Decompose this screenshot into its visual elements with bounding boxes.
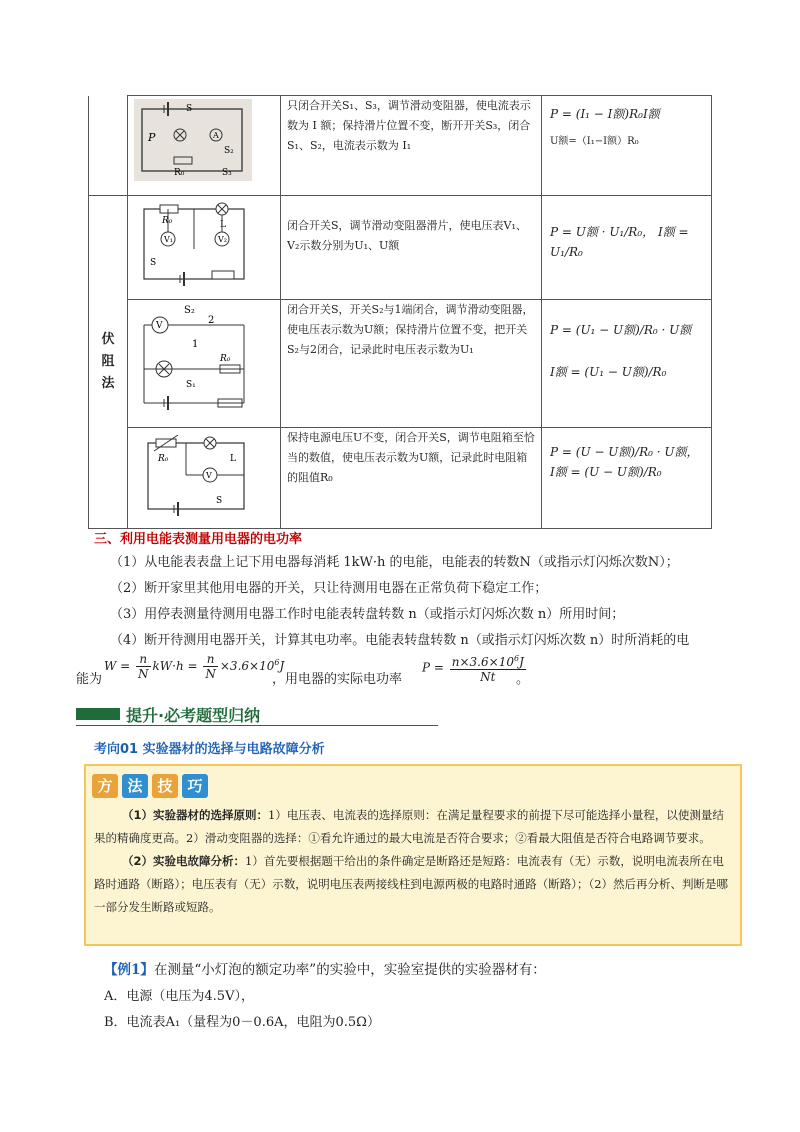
tips-p1-text: 1）电压表、电流表的选择原则：在满足量程要求的前提下尽可能选择小量程，以使测量结果的精确度更高。2）滑动变阻器的选择：①看允许通过的最大电流是否符合要求；②看最大阻值是否符合电路调节要求。 bbox=[94, 808, 724, 845]
svg-text:R₀: R₀ bbox=[158, 454, 169, 464]
tips-p1-heading: （1）实验器材的选择原则： bbox=[122, 808, 269, 822]
section-3-item-4: （4）断开待测用电器开关，计算其电功率。电能表转盘转数 n（或指示灯闪烁次数 n）时所消耗的电 bbox=[110, 633, 690, 648]
svg-text:V: V bbox=[206, 471, 212, 480]
tips-body bbox=[94, 804, 734, 919]
row-3-formula-power: P = (U₁ − U额)/R₀ · U额 bbox=[550, 323, 692, 337]
kaoxiang-title: 考向01 实验器材的选择与电路故障分析 bbox=[94, 742, 325, 757]
svg-text:S₂: S₂ bbox=[184, 305, 195, 316]
section-3-item-1: （1）从电能表表盘上记下用电器每消耗 1kW·h 的电能，电能表的转数N（或指示灯闪烁次数N）； bbox=[110, 555, 679, 570]
row-4-formula-current: I额 = (U − U额)/R₀ bbox=[550, 465, 662, 479]
row-4-formula-power: P = (U − U额)/R₀ · U额 bbox=[550, 445, 687, 459]
svg-text:A: A bbox=[213, 131, 219, 140]
row-2-formula-current: I额 = U₁/R₀ bbox=[550, 225, 689, 259]
tips-char-4: 巧 bbox=[182, 774, 208, 798]
banner-bar bbox=[76, 708, 120, 720]
example-text: 在测量“小灯泡的额定功率”的实验中，实验室提供的实验器材有： bbox=[153, 962, 546, 978]
row-4-formulas: P = (U − U额)/R₀ · U额， I额 = (U − U额)/R₀ bbox=[542, 428, 712, 529]
row-3-formulas bbox=[542, 300, 712, 428]
row-1-formulas bbox=[542, 96, 712, 196]
tips-paragraph-2 bbox=[94, 850, 734, 919]
row-3-description: 闭合开关S，开关S₂与1端闭合，调节滑动变阻器，使电压表示数为U额；保持滑片位置不变，把开关S₂与2闭合，记录此时电压表示数为U₁ bbox=[281, 300, 542, 428]
svg-text:L: L bbox=[230, 454, 236, 464]
svg-text:R₀: R₀ bbox=[174, 168, 185, 178]
row-4-description: 保持电源电压U不变，闭合开关S，调节电阻箱至恰当的数值，使电压表示数为U额，记录此时电阻箱的阻值R₀ bbox=[281, 428, 542, 529]
energy-line-suffix: 。 bbox=[516, 672, 530, 687]
circuit-figure-3 bbox=[128, 300, 281, 428]
section-3-item-3: （3）用停表测量待测用电器工作时电能表转盘转数 n（或指示灯闪烁次数 n）所用时间； bbox=[110, 607, 625, 622]
method-table bbox=[88, 95, 712, 529]
svg-text:S: S bbox=[186, 104, 193, 114]
tips-char-3: 技 bbox=[152, 774, 178, 798]
tips-char-1: 方 bbox=[92, 774, 118, 798]
svg-text:R₀: R₀ bbox=[162, 216, 173, 226]
circuit-figure-4 bbox=[128, 428, 281, 529]
circuit-figure-1 bbox=[128, 96, 281, 196]
svg-text:2: 2 bbox=[208, 315, 215, 326]
row-2-formula-power: P = U额 · U₁/R₀ bbox=[550, 225, 643, 239]
circuit-figure-2 bbox=[128, 196, 281, 300]
row-1-description: 只闭合开关S₁、S₃，调节滑动变阻器，使电流表示数为 I 额；保持滑片位置不变，断开开关S₃，闭合S₁、S₂，电流表示数为 I₁ bbox=[281, 96, 542, 196]
tips-char-2: 法 bbox=[122, 774, 148, 798]
row-2-formulas: P = U额 · U₁/R₀， I额 = U₁/R₀ bbox=[542, 196, 712, 300]
svg-text:S₃: S₃ bbox=[222, 168, 232, 178]
section-banner bbox=[76, 703, 438, 725]
tips-header bbox=[92, 774, 208, 798]
svg-text:S₁: S₁ bbox=[186, 380, 196, 390]
row-3-formula-current: I额 = (U₁ − U额)/R₀ bbox=[550, 365, 667, 379]
tips-paragraph-1 bbox=[94, 804, 734, 850]
example-tag: 【例1】 bbox=[104, 962, 154, 978]
row-1-formula-power: P = (I₁ − I额)R₀I额 bbox=[550, 107, 660, 121]
tips-p2-heading: （2）实验电故障分析： bbox=[122, 854, 246, 868]
svg-text:R₀: R₀ bbox=[220, 354, 231, 364]
option-a: A．电源（电压为4.5V）， bbox=[104, 989, 254, 1004]
svg-text:S: S bbox=[150, 258, 157, 268]
option-b: B．电流表A₁（量程为0－0.6A，电阻为0.5Ω） bbox=[104, 1015, 380, 1030]
banner-title: 提升·必考题型归纳 bbox=[126, 706, 261, 725]
energy-line-prefix: 能为 bbox=[76, 672, 103, 687]
svg-text:S₂: S₂ bbox=[224, 146, 234, 156]
svg-text:S: S bbox=[216, 496, 223, 506]
power-formula: P = $\frac{n\times 3.6\times 10^6J}{Nt}$ bbox=[422, 654, 524, 684]
section-3-title: 三、利用电能表测量用电器的电功率 bbox=[94, 532, 303, 547]
energy-line-middle: ，用电器的实际电功率 bbox=[272, 672, 403, 687]
example-1 bbox=[104, 958, 546, 978]
svg-text:L: L bbox=[220, 220, 226, 230]
svg-text:V₂: V₂ bbox=[218, 235, 227, 244]
row-1-formula-voltage: U额=（I₁−I额）R₀ bbox=[550, 136, 639, 147]
tips-p2-text: 1）首先要根据题干给出的条件确定是断路还是短路：电流表有（无）示数，说明电流表所在电路时通路（断路）；电压表有（无）示数，说明电压表两接线柱到电源两极的电路时通路（断路）；（2）然后再分析、判断是哪一部分发生断路或短路。 bbox=[94, 854, 729, 914]
banner-underline bbox=[76, 725, 438, 726]
category-label: 伏 阻 法 bbox=[89, 196, 128, 529]
svg-text:V: V bbox=[156, 321, 163, 331]
row-2-description: 闭合开关S，调节滑动变阻器滑片，使电压表V₁、V₂示数分别为U₁、U额 bbox=[281, 196, 542, 300]
energy-formula: W = $\frac{n}{N}$ kW·h = $\frac{n}{N}$ $\times 3.6\times 10^6J$ bbox=[104, 652, 285, 681]
svg-text:V₁: V₁ bbox=[164, 235, 173, 244]
svg-text:1: 1 bbox=[192, 339, 199, 350]
section-3-item-2: （2）断开家里其他用电器的开关，只让待测用电器在正常负荷下稳定工作； bbox=[110, 581, 548, 596]
svg-text:P: P bbox=[148, 131, 156, 144]
tips-box bbox=[84, 764, 742, 946]
